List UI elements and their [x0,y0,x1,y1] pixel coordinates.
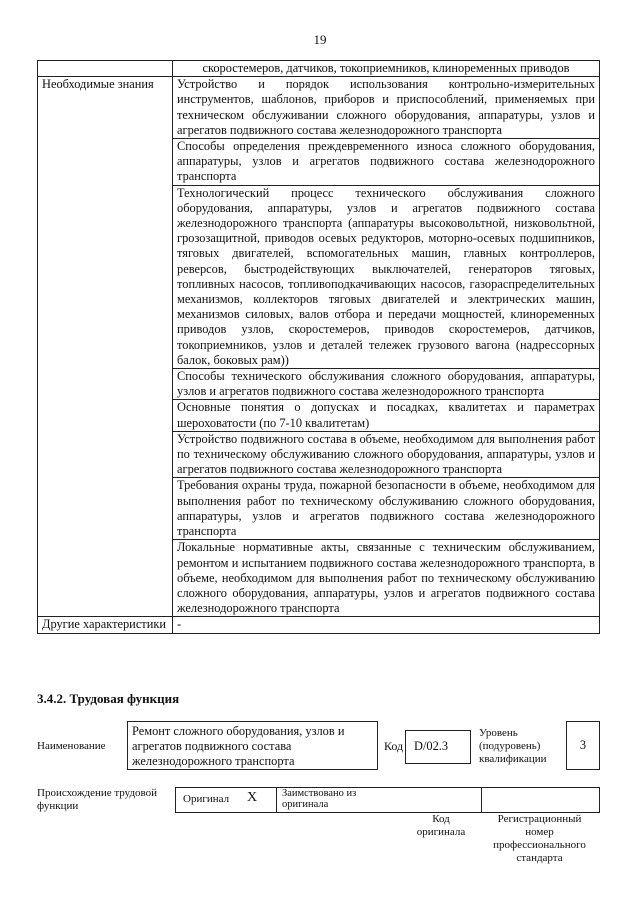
reg-number-label: Регистрационный номер профессионального стандарта [493,813,586,864]
level-label: Уровень (подуровень) квалификации [479,727,547,765]
divider [481,788,482,812]
knowledge-label: Необходимые знания [38,77,173,617]
section-title: 3.4.2. Трудовая функция [37,691,180,706]
level-box [566,721,600,770]
knowledge-item: Способы определения преждевременного износа сложного оборудования, аппаратуры, узлов и агрегатов подвижного состава железнодорожного транспорта [173,139,600,186]
name-label: Наименование [37,740,106,752]
other-characteristics-value: - [173,617,600,633]
name-box [127,721,378,770]
borrowed-label: Заимствовано из оригинала [282,788,357,810]
code-label: Код [384,739,404,753]
original-label: Оригинал [183,793,230,805]
code-box [405,730,471,764]
knowledge-item: Технологический процесс технического обслуживания сложного оборудования, аппаратуры, узлов и агрегатов подвижного состава железнодорожного транспорта (аппаратуры высоковольтной, низковольтной, грозозащитной, приводов осевых редукторов, моторно-осевых подшипников, тяговых двигателей, вспомогательных машин, главных контроллеров, реверсов, быстродействующих выключателей, генераторов тяговых, топливных насосов, топливоподкачивающих насосов, газораспределительных механизмов, коллекторов тяговых двигателей и электрических машин, механизмов силовых, валов отбора и передачи мощностей, клиноременных приводов узлов, скоростемеров, приводов скоростемеров, датчиков, токоприемников, узлов и деталей тележек грузового вагона (надрессорных балок, боковых рам)) [173,185,600,368]
knowledge-item: Локальные нормативные акты, связанные с техническим обслуживанием, ремонтом и испытанием подвижного состава железнодорожного транспорта, в объеме, необходимом для выполнения работ по техническому обслуживанию сложного оборудования, аппаратуры, узлов и агрегатов подвижного состава железнодорожного транспорта [173,540,600,617]
table-row [38,61,600,77]
page-number: 19 [313,32,327,47]
knowledge-item: Способы технического обслуживания сложного оборудования, аппаратуры, узлов и агрегатов подвижного состава железнодорожного транспорта [173,369,600,400]
empty-label-cell [38,61,173,77]
table-cell: скоростемеров, датчиков, токоприемников, клиноременных приводов [173,61,600,77]
knowledge-item: Устройство и порядок использования контрольно-измерительных инструментов, шаблонов, приборов и приспособлений, применяемых при техническом обслуживании сложного оборудования, аппаратуры, узлов и агрегатов подвижного состава железнодорожного транспорта [173,77,600,139]
original-mark: X [247,790,258,805]
code-value: D/02.3 [414,739,449,753]
knowledge-item: Устройство подвижного состава в объеме, необходимом для выполнения работ по техническому обслуживанию сложного оборудования, аппаратуры, узлов и агрегатов подвижного состава железнодорожного транспорта [173,431,600,478]
origin-label: Происхождение трудовой функции [37,787,158,812]
divider [276,788,277,812]
table-row [38,617,600,633]
knowledge-item: Основные понятия о допусках и посадках, квалитетах и параметрах шероховатости (по 7-10 квалитетам) [173,400,600,431]
knowledge-table [37,60,600,634]
code-original-label: Код оригинала [416,813,466,838]
level-value: 3 [579,738,587,752]
origin-box [175,787,600,813]
knowledge-item: Требования охраны труда, пожарной безопасности в объеме, необходимом для выполнения работ по техническому обслуживанию сложного оборудования, аппаратуры, узлов и агрегатов подвижного состава железнодорожного транспорта [173,478,600,540]
table-row [38,77,600,139]
other-characteristics-label: Другие характеристики [38,617,173,633]
name-value: Ремонт сложного оборудования, узлов и агрегатов подвижного состава железнодорожного транспорта [132,724,345,768]
